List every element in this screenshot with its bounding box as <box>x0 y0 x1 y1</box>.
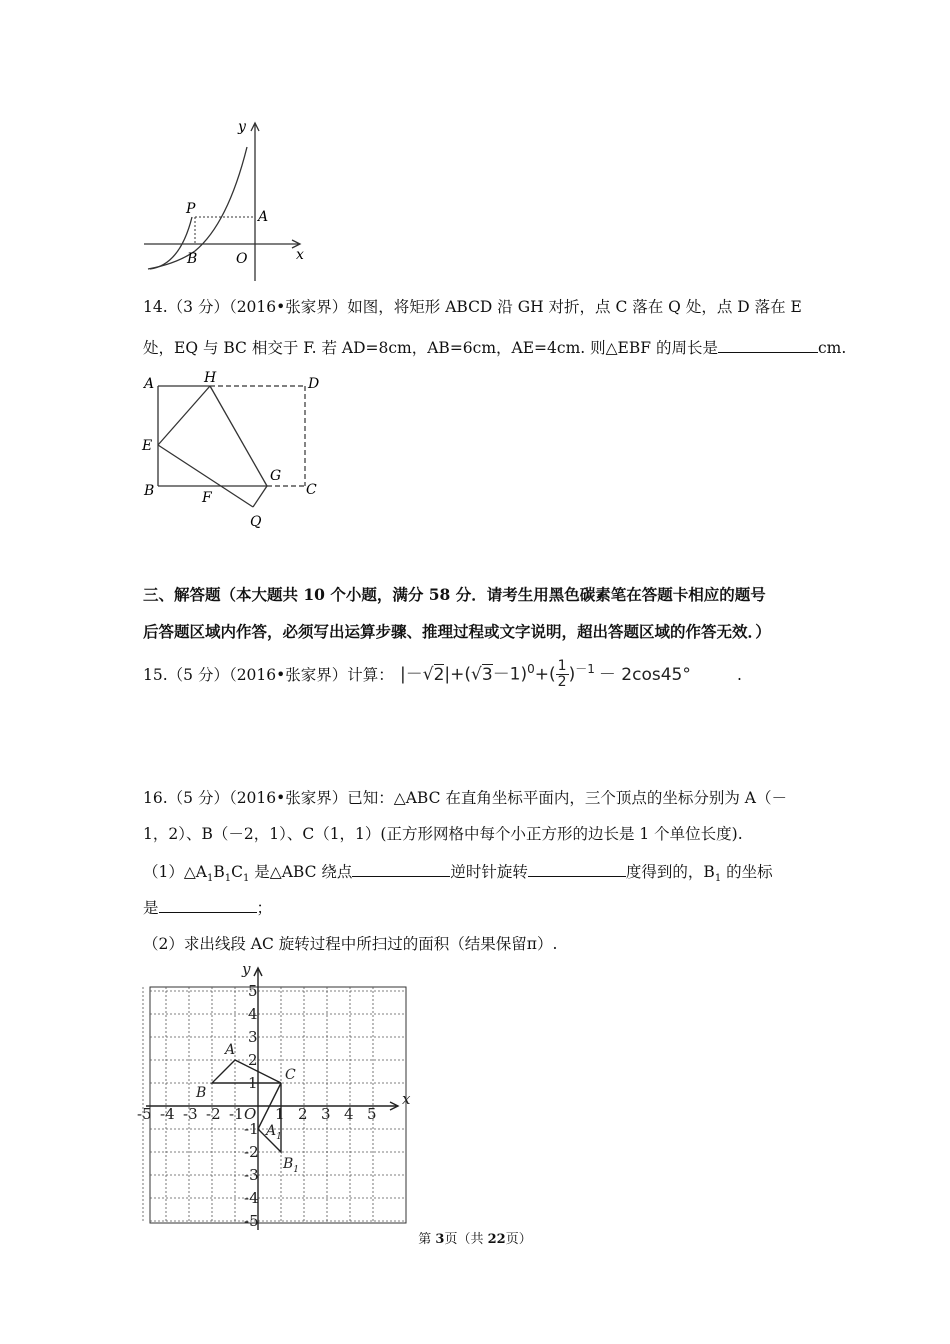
y-tick-label: 1 <box>248 1074 258 1092</box>
label-D: D <box>308 376 320 392</box>
curve-shape <box>148 217 192 275</box>
label-O: O <box>236 251 248 267</box>
label-E: E <box>142 438 153 454</box>
subscript: 1 <box>243 873 250 885</box>
label-B: B <box>187 251 198 267</box>
section3-heading-line2: 后答题区域内作答，必须写出运算步骤、推理过程或文字说明，超出答题区域的作答无效．） <box>143 622 771 641</box>
x-tick-label: -4 <box>160 1105 175 1123</box>
tick-labels <box>137 960 411 1230</box>
q16-p1-text: （1）△A <box>143 863 207 881</box>
point-label-B1: $B_1$ <box>283 1156 300 1175</box>
total-pages: 22 <box>487 1232 506 1247</box>
x-tick-label: -5 <box>137 1105 152 1123</box>
x-tick-label: 1 <box>275 1105 285 1123</box>
label-y: y <box>238 119 246 135</box>
q14-line2 <box>143 336 846 358</box>
q16-p1-text: 的坐标 <box>721 863 773 881</box>
point-label-B: B <box>196 1085 207 1101</box>
q15-abs-open: |－ <box>400 664 423 685</box>
footer-text: 页） <box>505 1232 532 1247</box>
q15-fraction <box>556 659 569 690</box>
axes <box>146 968 398 1230</box>
q16-p1-text: 度得到的，B <box>625 863 715 881</box>
point-label-A1: $A_1$ <box>266 1123 282 1142</box>
q15-plus1: |+( <box>444 664 472 685</box>
subscript: 1 <box>224 873 232 885</box>
q14-line2-unit: cm. <box>817 339 847 357</box>
q14-line1: 14.（3 分）（2016•张家界）如图，将矩形 ABCD 沿 GH 对折，点 C 落在 Q 处，点 D 落在 E <box>143 298 802 316</box>
label-F: F <box>202 490 212 506</box>
point-label-C: C <box>285 1067 296 1083</box>
q16-p1-text: C <box>231 863 243 881</box>
origin-label: O <box>244 1105 257 1123</box>
segment-GQ <box>253 486 267 507</box>
subscript: 1 <box>206 873 214 885</box>
q16-line4-text: ； <box>256 899 273 917</box>
q16-part2: （2）求出线段 AC 旋转过程中所扫过的面积（结果保留π）. <box>143 935 558 953</box>
q16-p1-text: 逆时针旋转 <box>450 863 528 881</box>
label-G: G <box>270 468 282 484</box>
y-tick-label: -5 <box>244 1212 259 1230</box>
x-tick-label: -3 <box>183 1105 198 1123</box>
q16-p1-text: 是△ABC 绕点 <box>249 863 353 881</box>
q16-line1: 16.（5 分）（2016•张家界）已知：△ABC 在直角坐标平面内，三个顶点的坐标分别为 A（－ <box>143 789 787 807</box>
x-tick-label: 2 <box>298 1105 308 1123</box>
q16-rotation-center-blank[interactable] <box>352 860 450 877</box>
label-A: A <box>144 376 155 392</box>
y-tick-label: 3 <box>248 1028 258 1046</box>
triangle-ABC <box>212 1060 281 1083</box>
q15-close: ) <box>568 664 576 685</box>
q15-frac-num: 1 <box>557 658 567 675</box>
q15-end: . <box>737 666 742 684</box>
subscript: 1 <box>714 873 722 885</box>
q16-rotation-angle-blank[interactable] <box>528 860 626 877</box>
segment-HG <box>210 386 267 486</box>
y-tick-label: -1 <box>244 1120 259 1138</box>
q15-minus1: －1) <box>492 664 528 685</box>
y-tick-label: -4 <box>244 1189 259 1207</box>
y-tick-label: -2 <box>244 1143 259 1161</box>
q15-exp0: 0 <box>527 662 535 676</box>
label-x: x <box>296 247 304 263</box>
curve-figure <box>140 115 310 285</box>
axis-label-x: x <box>402 1090 411 1108</box>
q16-line4 <box>143 896 272 918</box>
q14-answer-blank[interactable] <box>718 336 818 353</box>
label-B: B <box>144 483 155 499</box>
y-tick-label: 2 <box>248 1051 258 1069</box>
y-tick-label: 5 <box>248 982 258 1000</box>
section3-heading-line1: 三、解答题（本大题共 10 个小题，满分 58 分．请考生用黑色碳素笔在答题卡相应的题号 <box>143 585 766 604</box>
x-tick-label: -1 <box>229 1105 244 1123</box>
q16-line2: 1，2）、B（－2，1）、C（1，1）(正方形网格中每个小正方形的边长是 1 个单位长度). <box>143 825 743 843</box>
axis-label-y: y <box>242 960 251 978</box>
label-H: H <box>204 370 217 386</box>
x-tick-label: 4 <box>344 1105 354 1123</box>
y-tick-label: -3 <box>244 1166 259 1184</box>
q15-plus2: +( <box>534 664 556 685</box>
q14-line2-text: 处，EQ 与 BC 相交于 F. 若 AD=8cm，AB=6cm，AE=4cm. 则△EBF 的周长是 <box>143 339 718 357</box>
x-tick-label: 3 <box>321 1105 331 1123</box>
q15-sqrt2: 2 <box>433 664 445 685</box>
q16-line3 <box>143 860 773 889</box>
current-page-number: 3 <box>435 1232 445 1247</box>
label-C: C <box>306 482 317 498</box>
page-footer <box>0 1228 950 1247</box>
footer-text: 页（共 <box>444 1232 488 1247</box>
sqrt-sign: √ <box>422 664 434 685</box>
q15-exp-neg1: －1 <box>575 662 595 676</box>
point-label-A: A <box>225 1042 236 1058</box>
q16-line4-text: 是 <box>143 899 159 917</box>
x-tick-label: 5 <box>367 1105 377 1123</box>
segment-EH <box>158 386 210 445</box>
q15-tail: － 2cos45° <box>598 664 691 685</box>
q15-frac-den: 2 <box>557 674 567 691</box>
label-P: P <box>186 201 196 217</box>
graph-curve <box>148 216 200 279</box>
q15-prefix: 15.（5 分）（2016•张家界）计算： <box>143 666 394 684</box>
q16-b1-coordinate-blank[interactable] <box>159 896 257 913</box>
q15-sqrt3: 3 <box>481 664 493 685</box>
y-tick-label: 4 <box>248 1005 258 1023</box>
rectangle-fold-figure <box>140 370 340 535</box>
x-tick-label: -2 <box>206 1105 221 1123</box>
footer-text: 第 <box>418 1232 436 1247</box>
label-A: A <box>258 209 269 225</box>
sqrt-sign: √ <box>471 664 482 685</box>
q16-p1-text: B <box>213 863 225 881</box>
coordinate-grid-figure <box>137 960 415 1232</box>
q15-expression <box>400 656 691 696</box>
label-Q: Q <box>250 514 262 530</box>
